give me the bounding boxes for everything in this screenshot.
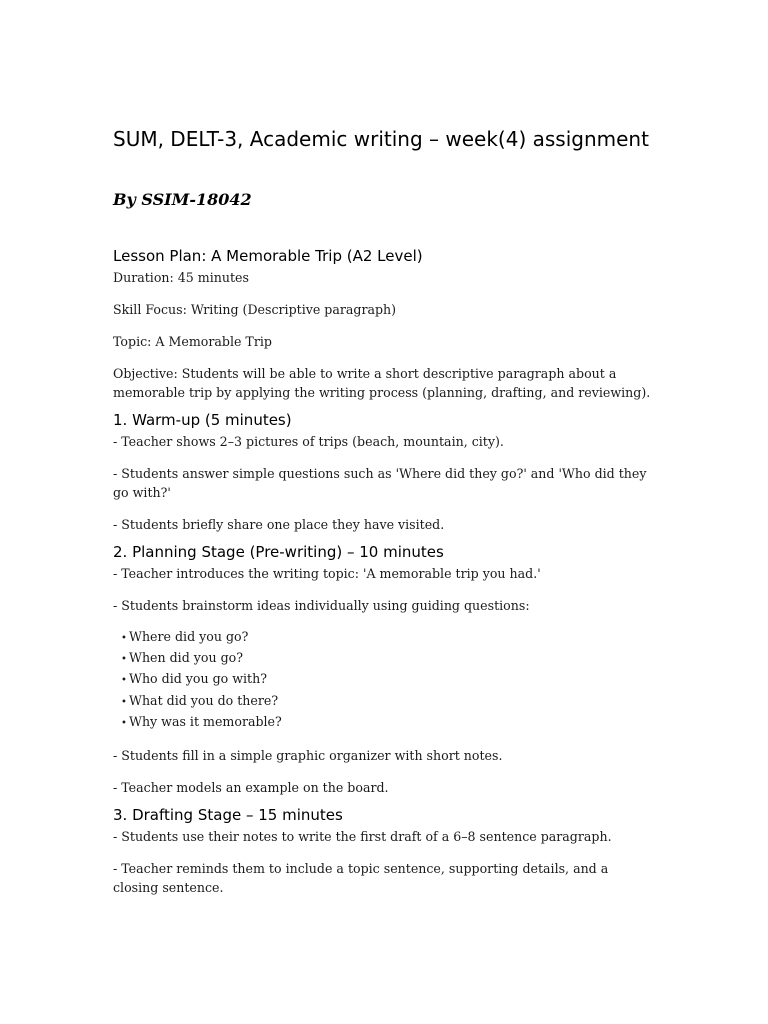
drafting-paragraph: - Teacher reminds them to include a topic sentence, supporting details, and a closing sentence. [113, 861, 609, 896]
section-heading-planning: 2. Planning Stage (Pre-writing) – 10 minutes [113, 543, 444, 561]
bullet-icon: • [121, 654, 127, 666]
planning-paragraph: - Students brainstorm ideas individually using guiding questions: [113, 598, 530, 613]
list-item [121, 627, 653, 648]
planning-paragraph: - Teacher introduces the writing topic: 'A memorable trip you had.' [113, 566, 541, 581]
drafting-paragraph: - Students use their notes to write the first draft of a 6–8 sentence paragraph. [113, 829, 612, 845]
duration-text: Duration: 45 minutes [113, 270, 249, 285]
section-heading-drafting: 3. Drafting Stage – 15 minutes [113, 806, 343, 825]
list-item [121, 691, 653, 712]
lesson-heading: Lesson Plan: A Memorable Trip (A2 Level) [113, 247, 423, 265]
warm-up-paragraph: - Students answer simple questions such as 'Where did they go?' and 'Who did they go with?' [113, 466, 647, 500]
list-item [121, 648, 653, 669]
list-item-text: What did you do there? [129, 692, 279, 708]
bullet-icon: • [121, 717, 127, 729]
document-body [113, 244, 653, 910]
section-heading-warm-up: 1. Warm-up (5 minutes) [113, 411, 292, 429]
list-item-text: Where did you go? [129, 629, 249, 644]
bullet-icon: • [121, 633, 127, 644]
list-item [121, 669, 653, 690]
list-item-text: When did you go? [129, 650, 243, 666]
skill-focus-text: Skill Focus: Writing (Descriptive paragraph) [113, 302, 397, 317]
bullet-icon: • [121, 675, 127, 687]
guiding-questions-list [113, 627, 653, 733]
bullet-icon: • [121, 696, 127, 708]
planning-paragraph: - Students fill in a simple graphic organizer with short notes. [113, 748, 503, 764]
list-item [121, 712, 653, 733]
list-item-text: Who did you go with? [129, 671, 267, 687]
warm-up-paragraph: - Students briefly share one place they have visited. [113, 517, 445, 532]
author-byline: By SSIM-18042 [113, 190, 252, 209]
document-title: SUM, DELT-3, Academic writing – week(4) assignment [113, 127, 649, 151]
warm-up-paragraph: - Teacher shows 2–3 pictures of trips (beach, mountain, city). [113, 434, 504, 449]
list-item-text: Why was it memorable? [129, 713, 282, 729]
topic-text: Topic: A Memorable Trip [113, 334, 272, 349]
planning-paragraph: - Teacher models an example on the board. [113, 780, 389, 796]
objective-text: Objective: Students will be able to write a short descriptive paragraph about a memorable trip by applying the writing process (planning, drafting, and reviewing). [113, 366, 651, 400]
